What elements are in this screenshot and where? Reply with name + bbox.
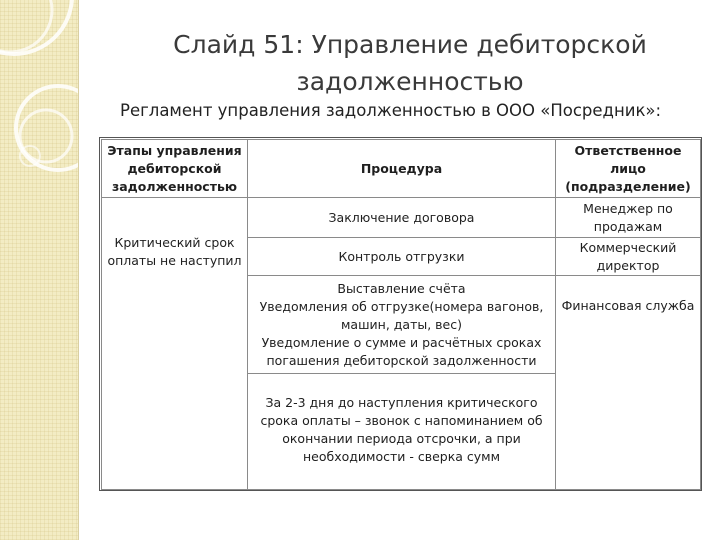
swirl-decoration-icon: [0, 0, 78, 540]
responsible-cell: Коммерческий директор: [556, 238, 701, 276]
regulation-table: [101, 139, 701, 490]
header-responsible: Ответственное лицо (подразделение): [556, 140, 701, 198]
table-header-row: [102, 140, 701, 198]
header-procedure: Процедура: [248, 140, 556, 198]
procedure-cell: Контроль отгрузки: [248, 238, 556, 276]
slide-subtitle: Регламент управления задолженностью в ООО «Посредник»:: [120, 101, 662, 120]
table-row: [102, 198, 701, 238]
responsible-cell: Менеджер по продажам: [556, 198, 701, 238]
stage-cell: Критический срок оплаты не наступил: [102, 198, 248, 490]
header-stages: Этапы управления дебиторской задолженностью: [102, 140, 248, 198]
procedure-cell: За 2-3 дня до наступления критического срока оплаты – звонок с напоминанием об окончании периода отсрочки, а при необходимости - сверка сумм: [248, 374, 556, 490]
slide-title: Слайд 51: Управление дебиторской задолженностью: [173, 30, 647, 96]
responsible-cell: Финансовая служба: [556, 276, 701, 490]
procedure-cell: Выставление счёта Уведомления об отгрузке(номера вагонов, машин, даты, вес) Уведомление о сумме и расчётных сроках погашения дебиторской задолженности: [248, 276, 556, 374]
sidebar-divider: [78, 0, 79, 540]
procedure-cell: Заключение договора: [248, 198, 556, 238]
decorative-sidebar: [0, 0, 78, 540]
